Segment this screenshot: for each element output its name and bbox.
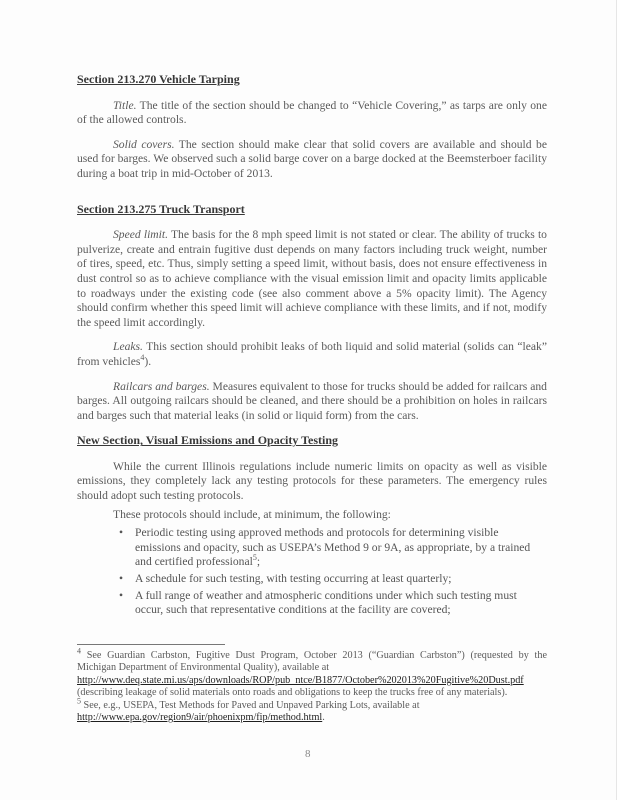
footnote-text: See Guardian Carbston, Fugitive Dust Program, October 2013 (“Guardian Carbston”) (requested by the Michigan Department of Environmental Quality), available at [77,650,547,674]
paragraph-leaks [77,340,547,369]
footnote-link[interactable]: http://www.epa.gov/region9/air/phoenixpm/fip/method.html [77,712,323,724]
paragraph-text: The section should make clear that solid covers are available and should be used for barges. We observed such a solid barge cover on a barge docked at the Beemsterboer facility during a boat trip in mid-October of 2013. [77,137,548,180]
footnote-5 [77,696,547,725]
paragraph-title [77,99,547,128]
paragraph-text: The title of the section should be changed to “Vehicle Covering,” as tarps are only one of the allowed controls. [77,98,547,127]
list-item-text: Periodic testing using approved methods and protocols for determining visible emissions and opacity, such as USEPA’s Method 9 or 9A, as appropriate, by a trained and certified professional [135,526,531,569]
paragraph-text: This section should prohibit leaks of both liquid and solid material (solids can “leak” from vehicles [77,340,547,368]
section-heading-truck-transport: Section 213.275 Truck Transport [77,201,245,216]
list-item-end: ; [256,555,261,569]
page-number: 8 [305,748,311,760]
paragraph-lead: Title. [113,98,137,112]
protocol-list [77,526,547,618]
list-item [113,589,547,618]
footnote-divider [77,644,225,645]
list-item-text: A schedule for such testing, with testing occurring at least quarterly; [135,572,452,586]
footnote-link[interactable]: http://www.deq.state.mi.us/aps/downloads/ROP/pub_ntce/B1877/October%202013%20Fugitive%20Dust.pdf [77,674,524,686]
footnotes [77,646,547,724]
paragraph-testing-intro: While the current Illinois regulations include numeric limits on opacity as well as visible emissions, they completely lack any testing protocols for these parameters. The emergency rules should adopt such testing protocols. [77,459,547,503]
paragraph-lead: Speed limit. [113,228,169,242]
footnote-4 [77,646,547,700]
paragraph-protocols-intro: These protocols should include, at minimum, the following: [113,507,391,521]
bullet-icon: • [119,588,124,602]
paragraph-lead: Solid covers. [113,137,175,151]
bullet-icon: • [119,526,124,540]
bullet-icon: • [119,572,124,586]
footnote-text: See, e.g., USEPA, Test Methods for Paved and Unpaved Parking Lots, available at [81,699,420,711]
paragraph-text: Measures equivalent to those for trucks should be added for railcars and barges. All outgoing railcars should be cleaned, and there should be a prohibition on holes in railcars and barges such that material leaks (in solid or liquid form) from the cars. [77,379,547,422]
paragraph-solid-covers [77,138,547,182]
footnote-ref[interactable]: 4 [140,353,145,363]
paragraph-lead: Leaks. [113,340,143,354]
list-item-text: A full range of weather and atmospheric conditions under which such testing must occur, such that representative conditions at the facility are covered; [135,588,517,617]
list-item [113,526,547,570]
page-body [77,72,547,624]
footnote-text-tail: (describing leakage of solid materials onto roads and obligations to keep the trucks free of any materials). [77,687,508,699]
list-item [113,572,547,587]
paragraph-lead: Railcars and barges. [113,379,210,393]
paragraph-speed-limit [77,228,547,330]
paragraph-text-end: ). [144,354,152,368]
footnote-ref[interactable]: 5 [252,553,257,563]
footnote-number: 5 [77,696,81,706]
section-heading-vehicle-tarping: Section 213.270 Vehicle Tarping [77,72,240,86]
paragraph-text: The basis for the 8 mph speed limit is not stated or clear. The ability of trucks to pulverize, create and entrain fugitive dust depends on many factors including truck weight, number of tires, speed, etc. Thus, simply setting a speed limit, without basis, does not ensure effectiveness in dust control so as to achieve compliance with the visual emission limit and opacity limits applicable to roadways under the existing code (see also comment above a 5% opacity limit). The Agency should confirm whether this speed limit will achieve compliance with these limits, and if not, modify the speed limit accordingly. [77,228,547,329]
footnote-number: 4 [77,646,81,656]
paragraph-railcars-barges [77,380,547,424]
section-heading-visual-emissions: New Section, Visual Emissions and Opacity Testing [77,433,339,448]
footnote-text-tail: . [322,712,325,724]
